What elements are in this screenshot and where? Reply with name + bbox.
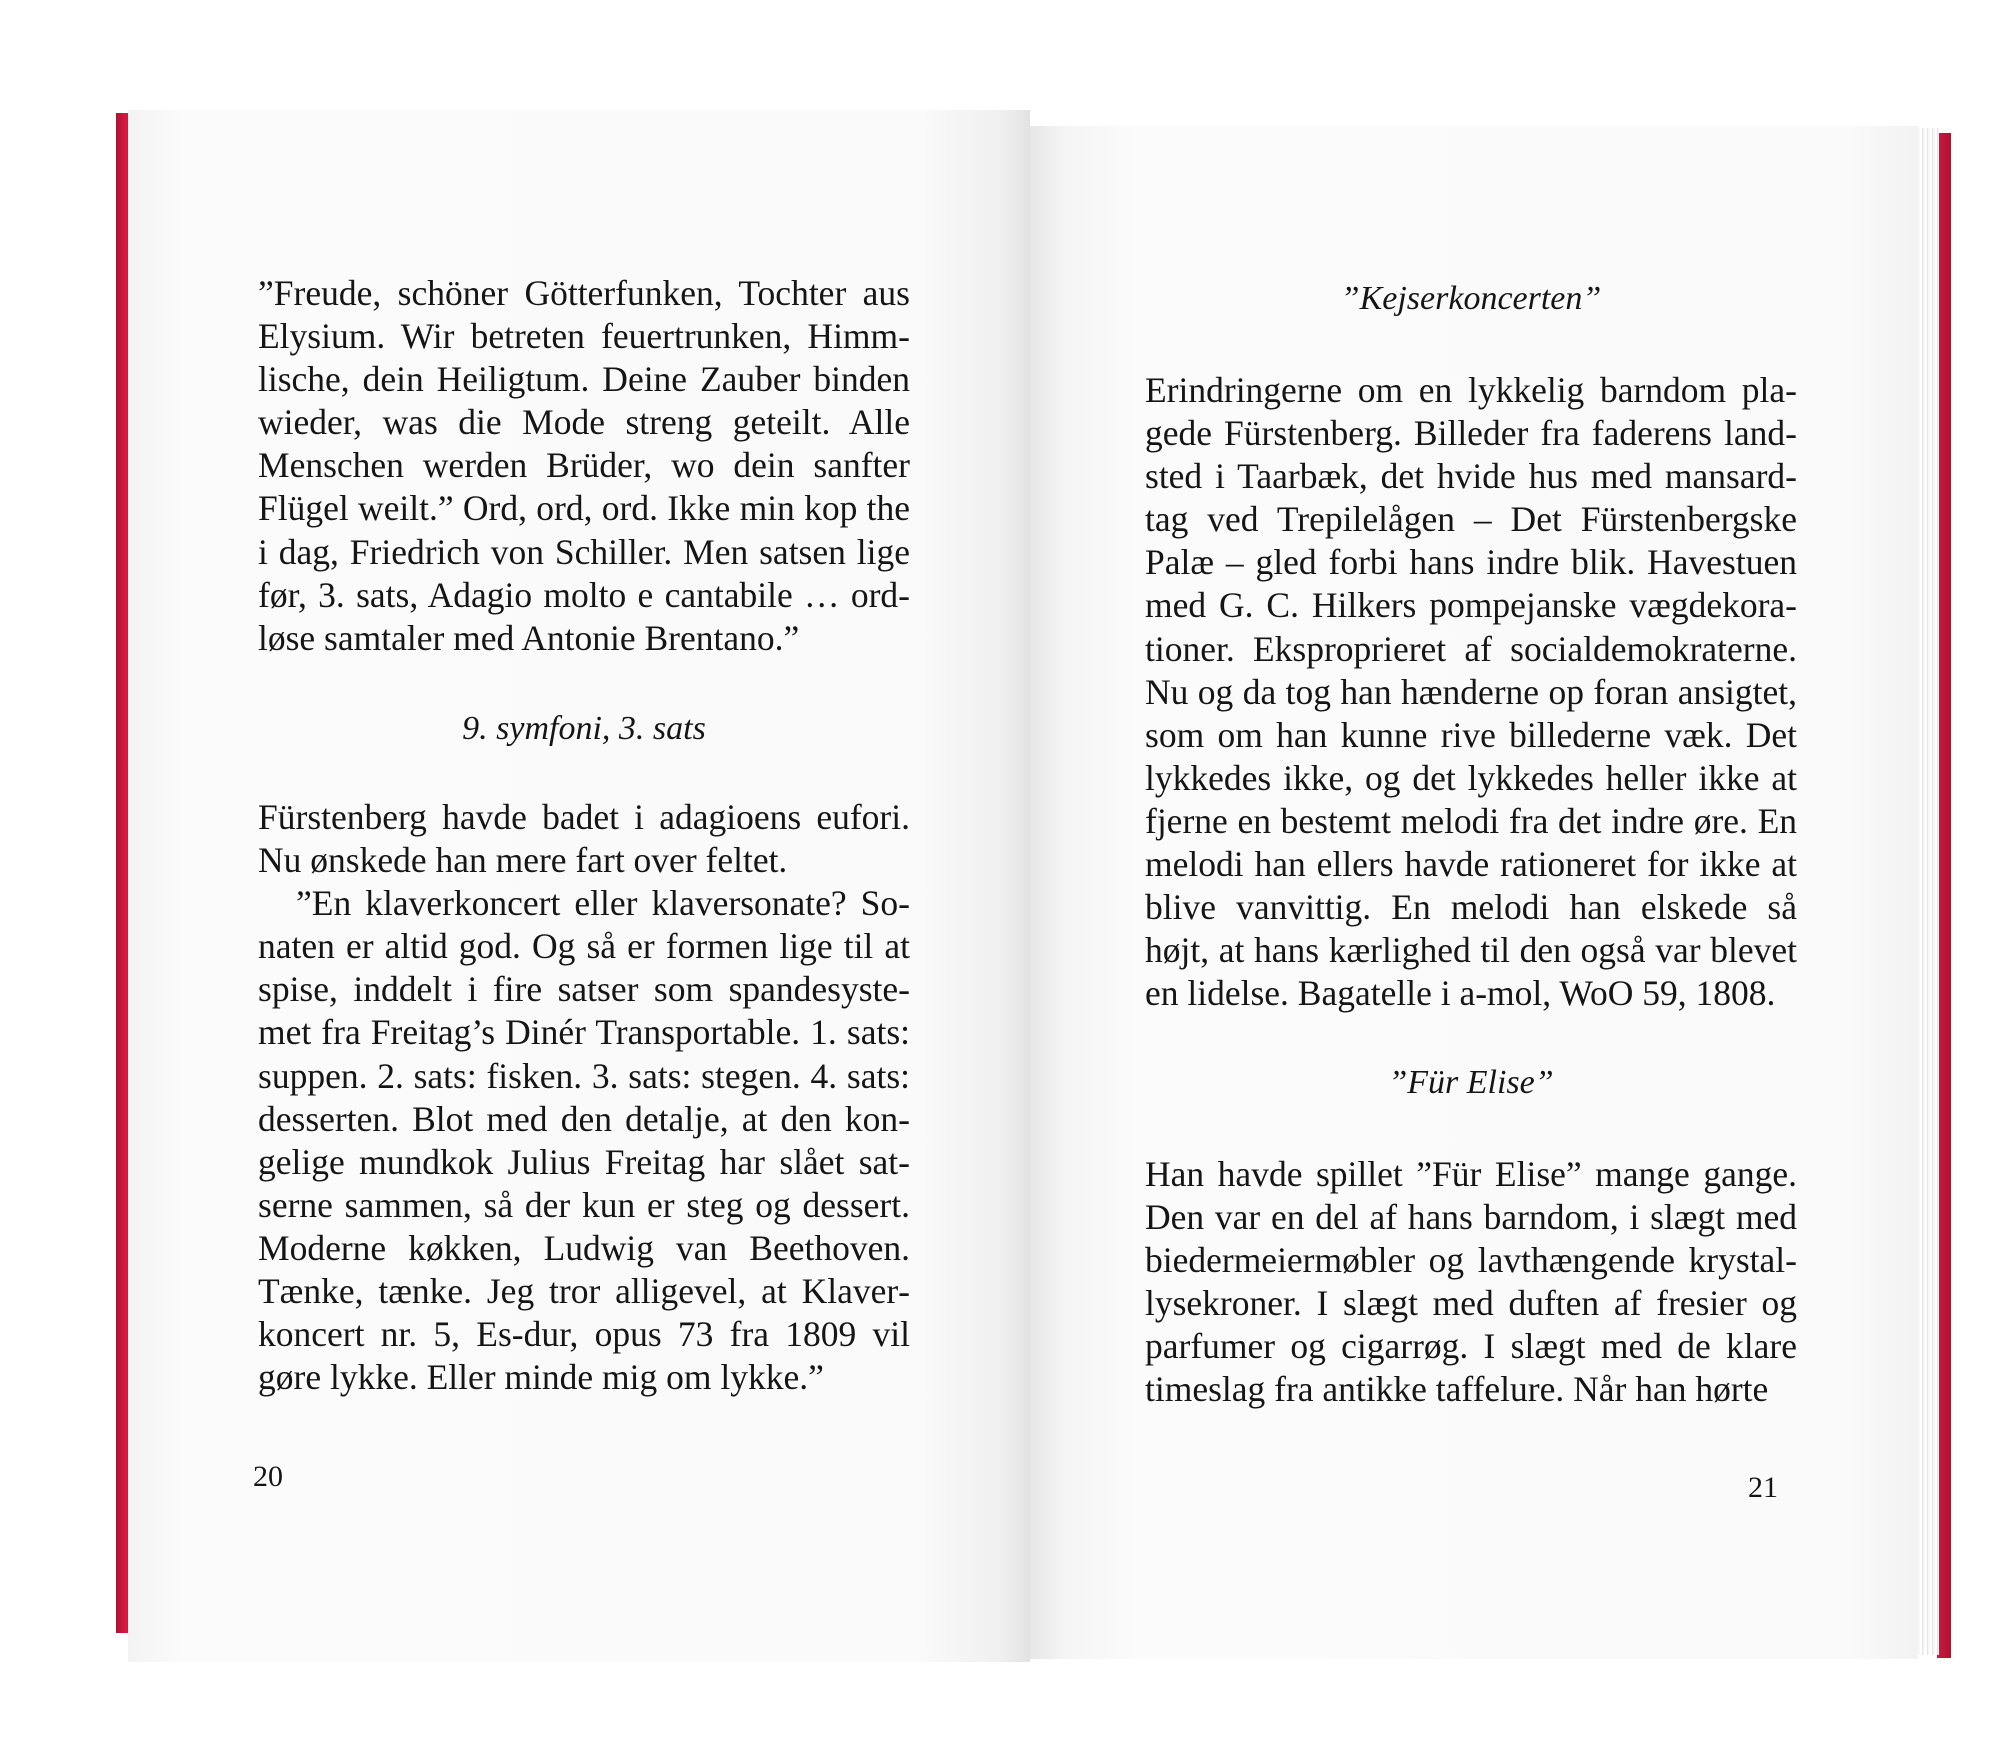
right-paragraph-erindringerne: Erindringerne om en lykkelig barndom plagede Fürstenberg. Billeder fra faderens landsted i Taarbæk, det hvide hus med mansardtag ved Trepilelågen – Det Fürstenbergske Palæ – gled forbi hans indre blik. Havestuen med G. C. Hilkers pompejanske vægdekorationer. Eksproprieret af socialdemokraterne. Nu og da tog han hænderne op foran ansigtet, som om han kunne rive billederne væk. Det lykkedes ikke, og det lykkedes heller ikke at fjerne en bestemt melodi fra det indre øre. En melodi han ellers havde rationeret for ikke at blive vanvittig. En melodi han elskede så højt, at hans kærlighed til den også var blevet en lidelse. Bagatelle i a-mol, WoO 59, 1808. [1145,370,1797,1014]
right-section-heading-2: ”Für Elise” [1388,1064,1554,1101]
page-number-right: 21 [1748,1471,1778,1504]
left-paragraph-furstenberg: Fürstenberg havde badet i adagioens eufori. Nu ønskede han mere fart over feltet. [258,797,910,881]
left-page-text-top [258,272,910,660]
book-cover-edge-right [1937,133,1951,1658]
right-page-text-top [1145,369,1797,1015]
left-page [128,110,1030,1662]
page-number-left: 20 [253,1460,283,1493]
right-page [1030,126,1918,1659]
page-stack-edges [1915,128,1939,1655]
left-section-heading: 9. symfoni, 3. sats [462,710,706,747]
left-paragraph-quote: ”Freude, schöner Götterfunken, Tochter aus Elysium. Wir betreten feuertrunken, Himmlische, dein Heiligtum. Deine Zauber binden wieder, was die Mode streng geteilt. Alle Menschen werden Brüder, wo dein sanfter Flügel weilt.” Ord, ord, ord. Ikke min kop the i dag, Friedrich von Schiller. Men satsen lige før, 3. sats, Adagio molto e cantabile … ordløse samtaler med Antonie Brentano.” [258,273,910,658]
left-paragraph-klaverkoncert: ”En klaverkoncert eller klaversonate? Sonaten er altid god. Og så er formen lige til at spise, inddelt i fire satser som spandesystemet fra Freitag’s Dinér Transportable. 1. sats: suppen. 2. sats: fisken. 3. sats: stegen. 4. sats: desserten. Blot med den detalje, at den kongelige mundkok Julius Freitag har slået satserne sammen, så der kun er steg og dessert. Moderne køkken, Ludwig van Beethoven. Tænke, tænke. Jeg tror alligevel, at Klaverkoncert nr. 5, Es-dur, opus 73 fra 1809 vil gøre lykke. Eller minde mig om lykke.” [258,883,910,1398]
right-paragraph-fur-elise: Han havde spillet ”Für Elise” mange gange. Den var en del af hans barndom, i slægt med biedermeiermøbler og lavthængende krystallysekroner. I slægt med duften af fresier og parfumer og cigarrøg. I slægt med de klare timeslag fra antikke taffelure. Når han hørte [1145,1154,1797,1410]
right-section-heading-1: ”Kejserkoncerten” [1340,280,1602,317]
left-page-text-bottom [258,796,910,1399]
right-page-text-bottom [1145,1153,1797,1412]
